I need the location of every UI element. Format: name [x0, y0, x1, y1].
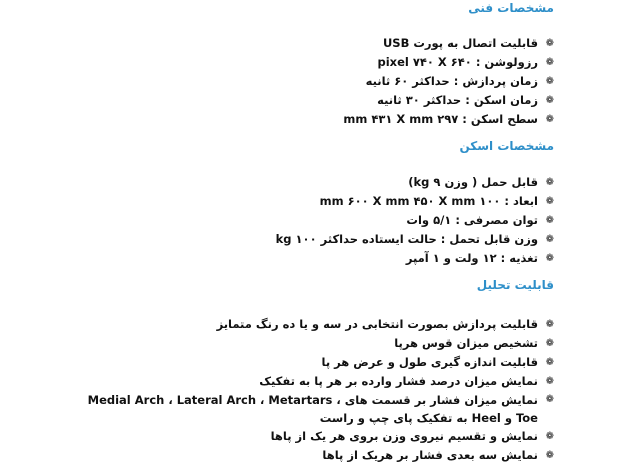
section-title-scanner: مشخصات اسکن: [459, 139, 554, 153]
list-item: [66, 192, 554, 211]
section-title-technical: مشخصات فنی: [468, 1, 554, 15]
flower-bullet-icon: ❁: [545, 114, 554, 125]
item-text: قابلیت اتصال به پورت USB: [382, 36, 538, 50]
list-item: [66, 249, 554, 268]
flower-bullet-icon: ❁: [545, 338, 554, 349]
list-item: [66, 315, 554, 334]
item-text: تشخیص میزان قوس هرپا: [394, 336, 538, 350]
section-title-analysis: قابلیت تحلیل: [476, 278, 554, 292]
list-item: [66, 230, 554, 249]
flower-bullet-icon: ❁: [545, 319, 554, 330]
list-item: [66, 391, 554, 427]
flower-bullet-icon: ❁: [545, 215, 554, 226]
flower-bullet-icon: ❁: [545, 394, 554, 405]
item-text: توان مصرفی : ۵/۱ وات: [406, 213, 538, 227]
flower-bullet-icon: ❁: [545, 376, 554, 387]
item-text: زمان پردازش : حداکثر ۶۰ ثانیه: [365, 74, 538, 88]
flower-bullet-icon: ❁: [545, 357, 554, 368]
list-item: [66, 173, 554, 192]
list-item: [66, 110, 554, 129]
list-item: [66, 72, 554, 91]
item-text: تغذیه : ۱۲ ولت و ۱ آمپر: [405, 251, 538, 265]
list-item: [66, 334, 554, 353]
analysis-capabilities-section: [66, 277, 554, 465]
list-item: [66, 34, 554, 53]
item-text: ابعاد : mm ۶۰۰ X mm ۴۵۰ X mm ۱۰۰: [319, 194, 538, 208]
flower-bullet-icon: ❁: [545, 95, 554, 106]
item-text: زمان اسکن : حداکثر ۳۰ ثانیه: [377, 93, 538, 107]
technical-specs-section: [66, 0, 554, 129]
item-text: رزولوشن : pixel ۷۴۰ X ۶۴۰: [377, 55, 538, 69]
flower-bullet-icon: ❁: [545, 253, 554, 264]
list-item: [66, 372, 554, 391]
item-text: نمایش سه بعدی فشار بر هریک از پاها: [322, 448, 538, 462]
flower-bullet-icon: ❁: [545, 196, 554, 207]
item-text: سطح اسکن : mm ۴۳۱ X mm ۲۹۷: [343, 112, 538, 126]
flower-bullet-icon: ❁: [545, 57, 554, 68]
flower-bullet-icon: ❁: [545, 431, 554, 442]
flower-bullet-icon: ❁: [545, 38, 554, 49]
list-item: [66, 211, 554, 230]
item-text: قابلیت پردازش بصورت انتخابی در سه و یا ده رنگ متمایز: [216, 317, 538, 331]
item-text: نمایش میزان درصد فشار وارده بر هر پا به تفکیک: [259, 374, 538, 388]
flower-bullet-icon: ❁: [545, 450, 554, 461]
list-item: [66, 427, 554, 446]
flower-bullet-icon: ❁: [545, 177, 554, 188]
item-text: قابل حمل ( وزن ۹ kg): [408, 175, 538, 189]
list-item: [66, 446, 554, 465]
item-text: نمایش میزان فشار بر قسمت های Medial Arch ، Lateral Arch ، Metartars ، Toe و Heel به تفکیک پای چپ و راست: [87, 393, 538, 425]
analysis-capabilities-list: [66, 315, 554, 465]
item-text: نمایش و تقسیم نیروی وزن بروی هر یک از پاها: [270, 429, 538, 443]
scanner-specs-list: [66, 173, 554, 268]
list-item: [66, 353, 554, 372]
item-text: قابلیت اندازه گیری طول و عرض هر پا: [321, 355, 538, 369]
technical-specs-list: [66, 34, 554, 129]
scanner-specs-section: [66, 138, 554, 268]
list-item: [66, 53, 554, 72]
list-item: [66, 91, 554, 110]
flower-bullet-icon: ❁: [545, 234, 554, 245]
flower-bullet-icon: ❁: [545, 76, 554, 87]
item-text: وزن قابل تحمل : حالت ایستاده حداکثر ۱۰۰ kg: [275, 232, 538, 246]
